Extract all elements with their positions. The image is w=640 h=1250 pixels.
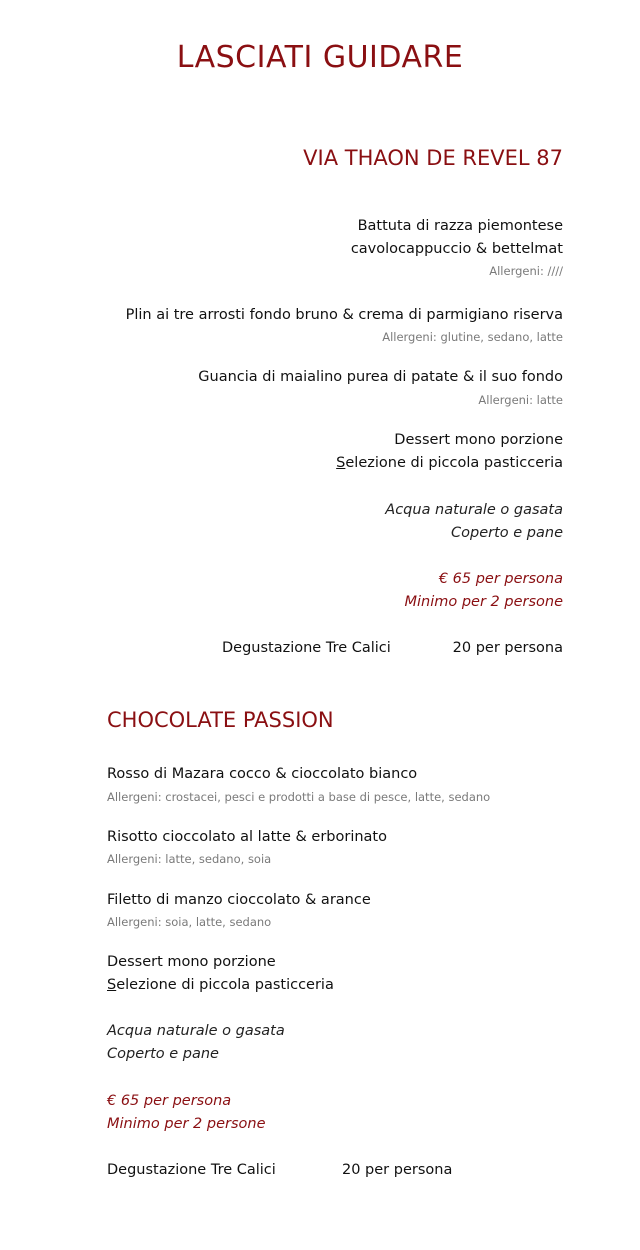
menu2-cover: Coperto e pane [107, 1046, 219, 1062]
menu1-course1-name: Battuta di razza piemontese [357, 218, 563, 234]
menu2-minimum: Minimo per 2 persone [107, 1116, 266, 1132]
menu1-title: VIA THAON DE REVEL 87 [303, 146, 563, 170]
menu2-course3-allergens: Allergeni: soia, latte, sedano [107, 915, 272, 929]
menu1-minimum: Minimo per 2 persone [404, 594, 563, 610]
menu1-course1-name-line2: cavolocappuccio & bettelmat [350, 241, 563, 257]
menu1-cover: Coperto e pane [451, 525, 563, 541]
menu2-title: CHOCOLATE PASSION [107, 708, 334, 732]
page-title: LASCIATI GUIDARE [176, 40, 464, 75]
menu2-dessert-line1: Dessert mono porzione [107, 954, 276, 970]
menu1-course2-name: Plin ai tre arrosti fondo bruno & crema di parmigiano riserva [125, 307, 563, 323]
menu2-tasting-price: 20 per persona [342, 1162, 453, 1178]
menu2-course1-allergens: Allergeni: crostacei, pesci e prodotti a base di pesce, latte, sedano [107, 790, 491, 804]
menu1-dessert-line2: Selezione di piccola pasticceria [336, 455, 563, 471]
menu1-dessert-line1: Dessert mono porzione [394, 432, 563, 448]
menu2-course3-name: Filetto di manzo cioccolato & arance [107, 892, 371, 908]
menu1-price: € 65 per persona [438, 571, 563, 587]
menu1-course3-allergens: Allergeni: latte [478, 393, 563, 407]
menu1-tasting-price: 20 per persona [452, 640, 563, 656]
menu2-dessert-line2: Selezione di piccola pasticceria [107, 977, 334, 993]
menu2-water: Acqua naturale o gasata [107, 1023, 285, 1039]
menu2-course2-name: Risotto cioccolato al latte & erborinato [107, 829, 387, 845]
menu1-water: Acqua naturale o gasata [385, 502, 563, 518]
menu2-price: € 65 per persona [107, 1093, 232, 1109]
menu1-tasting-label: Degustazione Tre Calici [222, 640, 391, 656]
menu1-course1-allergens: Allergeni: //// [489, 264, 563, 278]
menu1-course3-name: Guancia di maialino purea di patate & il suo fondo [198, 369, 563, 385]
menu2-course1-name: Rosso di Mazara cocco & cioccolato bianco [107, 766, 418, 782]
menu1-course2-allergens: Allergeni: glutine, sedano, latte [382, 330, 563, 344]
menu2-tasting-label: Degustazione Tre Calici [107, 1162, 276, 1178]
menu2-course2-allergens: Allergeni: latte, sedano, soia [107, 852, 272, 866]
